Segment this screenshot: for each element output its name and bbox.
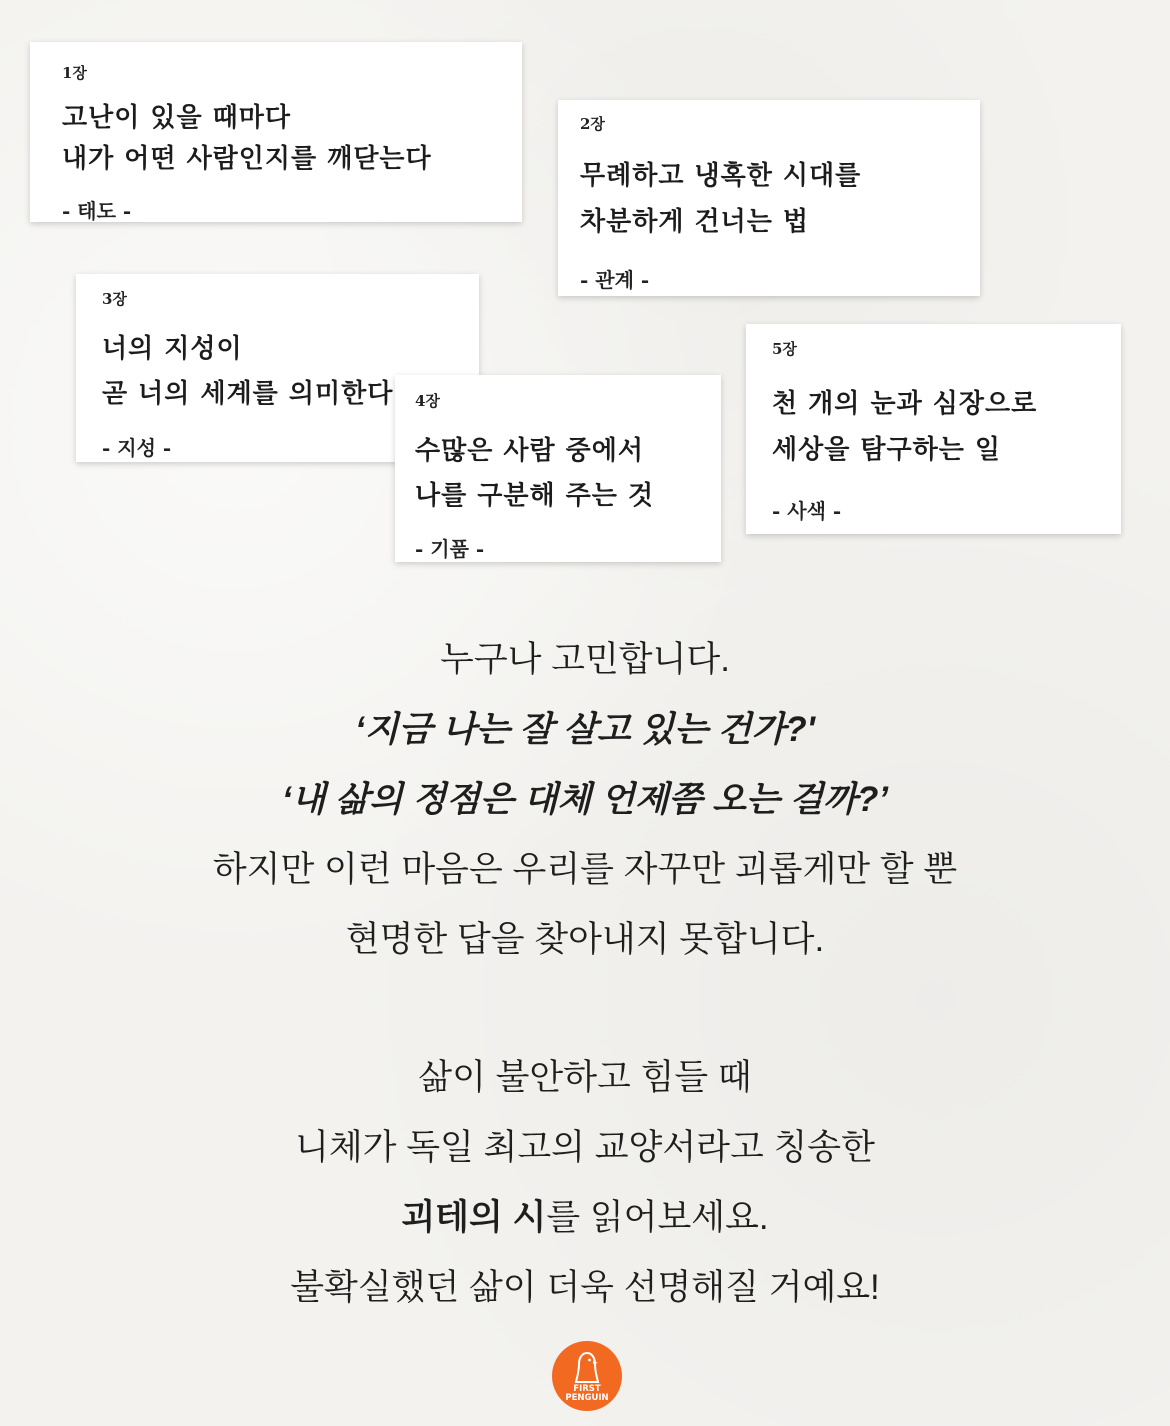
quote-line-1: ‘지금 나는 잘 살고 있는 건가?'	[355, 710, 815, 749]
chapter-number: 3장	[102, 290, 127, 308]
logo-text-line-2: PENGUIN	[565, 1393, 609, 1403]
chapter-title-line-1: 너의 지성이	[102, 334, 243, 364]
body-line-rest: 를 읽어보세요.	[546, 1198, 769, 1237]
closing-line: 불확실했던 삶이 더욱 선명해질 거예요!	[290, 1268, 880, 1307]
chapter-number: 1장	[62, 64, 87, 82]
body-line: 현명한 답을 찾아내지 못합니다.	[345, 920, 825, 959]
chapter-card-2	[558, 100, 980, 296]
chapter-number: 5장	[772, 340, 797, 358]
chapter-title-line-1: 무례하고 냉혹한 시대를	[580, 161, 862, 191]
body-line: 하지만 이런 마음은 우리를 자꾸만 괴롭게만 할 뿐	[212, 850, 958, 889]
first-penguin-logo	[552, 1341, 622, 1411]
body-line-with-emphasis	[0, 1190, 1170, 1240]
chapter-card-1	[30, 42, 522, 222]
chapter-title-line-1: 수많은 사람 중에서	[415, 436, 645, 466]
chapter-tag: - 태도 -	[62, 199, 132, 222]
chapter-title-line-1: 천 개의 눈과 심장으로	[772, 389, 1038, 419]
chapter-title-line-2: 나를 구분해 주는 것	[415, 481, 655, 511]
chapter-tag: - 관계 -	[580, 268, 650, 292]
intro-line: 누구나 고민합니다.	[440, 640, 730, 679]
chapter-tag: - 기품 -	[415, 537, 485, 561]
chapter-tag: - 사색 -	[772, 499, 842, 523]
logo-text-line-1: FIRST	[573, 1384, 601, 1394]
emphasis-text: 괴테의 시	[401, 1198, 547, 1237]
chapter-title-line-2: 세상을 탐구하는 일	[772, 435, 1002, 465]
chapter-card-4	[395, 375, 721, 562]
chapter-title-line-1: 고난이 있을 때마다	[62, 103, 292, 133]
chapter-tag: - 지성 -	[102, 436, 172, 460]
chapter-number: 2장	[580, 115, 605, 133]
chapter-title-line-2: 내가 어떤 사람인지를 깨닫는다	[62, 144, 432, 174]
body-line: 니체가 독일 최고의 교양서라고 칭송한	[295, 1128, 875, 1167]
body-line: 삶이 불안하고 힘들 때	[418, 1058, 752, 1097]
chapter-title-line-2: 곧 너의 세계를 의미한다	[102, 379, 394, 409]
chapter-title-line-2: 차분하게 건너는 법	[580, 207, 810, 237]
chapter-number: 4장	[415, 392, 440, 410]
quote-line-2: ‘내 삶의 정점은 대체 언제쯤 오는 걸까?’	[281, 780, 889, 819]
chapter-card-5	[746, 324, 1121, 534]
